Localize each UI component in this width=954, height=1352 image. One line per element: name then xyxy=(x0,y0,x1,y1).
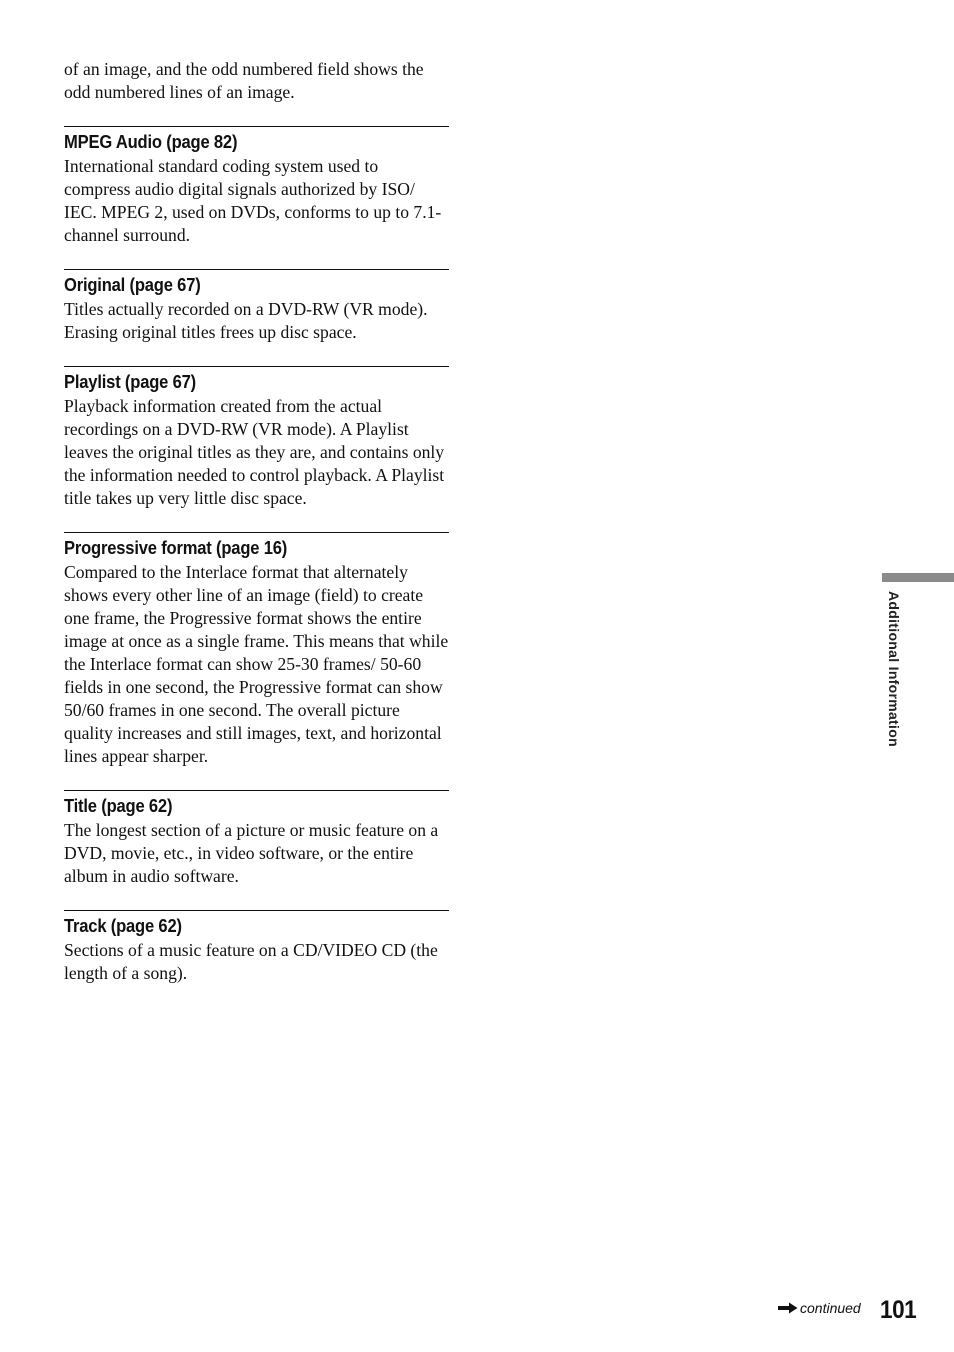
glossary-column xyxy=(64,58,449,1007)
entry-definition: Compared to the Interlace format that alternately shows every other line of an image (field) to create one frame, the Progressive format shows the entire image at once as a single frame. This means that while the Interlace format can show 25-30 frames/ 50-60 fields in one second, the Progressive format can show 50/60 frames in one second. The overall picture quality increases and still images, text, and horizontal lines appear sharper. xyxy=(64,562,449,766)
intro-paragraph: of an image, and the odd numbered field shows the odd numbered lines of an image. xyxy=(64,59,424,102)
entry-definition: Titles actually recorded on a DVD-RW (VR mode). Erasing original titles frees up disc space. xyxy=(64,299,428,342)
entry-term: Title (page 62) xyxy=(64,796,173,816)
glossary-entry-progressive-format xyxy=(64,532,449,768)
continued-indicator xyxy=(778,1300,861,1316)
entry-definition: Sections of a music feature on a CD/VIDEO CD (the length of a song). xyxy=(64,940,438,983)
entry-definition: International standard coding system used to compress audio digital signals authorized by ISO/ IEC. MPEG 2, used on DVDs, conforms to up to 7.1-channel surround. xyxy=(64,156,442,245)
glossary-entry-track xyxy=(64,910,449,985)
continued-label: continued xyxy=(800,1300,861,1316)
section-tab-label: Additional Information xyxy=(886,591,902,747)
glossary-entry-playlist xyxy=(64,366,449,510)
glossary-entry-title xyxy=(64,790,449,888)
right-arrow-icon xyxy=(778,1302,798,1314)
entry-definition: Playback information created from the actual recordings on a DVD-RW (VR mode). A Playlist leaves the original titles as they are, and contains only the information needed to control playback. A Playlist title takes up very little disc space. xyxy=(64,396,445,508)
entry-term: MPEG Audio (page 82) xyxy=(64,132,238,152)
entry-term: Progressive format (page 16) xyxy=(64,538,288,558)
entry-term: Playlist (page 67) xyxy=(64,372,196,392)
page-number: 101 xyxy=(880,1296,917,1324)
glossary-entry-original xyxy=(64,269,449,344)
entry-term: Track (page 62) xyxy=(64,916,182,936)
section-tab-bar xyxy=(882,573,954,582)
entry-definition: The longest section of a picture or music feature on a DVD, movie, etc., in video software, or the entire album in audio software. xyxy=(64,820,439,886)
glossary-entry-mpeg-audio xyxy=(64,126,449,247)
entry-term: Original (page 67) xyxy=(64,275,201,295)
